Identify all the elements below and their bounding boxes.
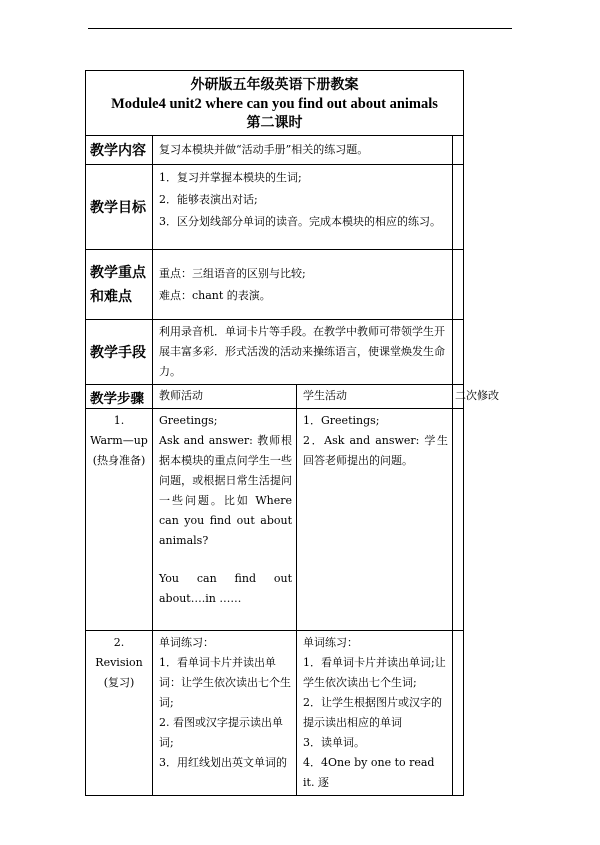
student-activity — [297, 409, 453, 631]
lesson-number: 第二课时 — [246, 115, 303, 131]
activity-line: 2．让学生根据图片或汉字的提示读出相应的单词 — [303, 696, 442, 729]
teacher-activity — [153, 409, 297, 631]
keypoint-item: 重点：三组语音的区别与比较; — [159, 266, 306, 280]
teacher-activity — [153, 631, 297, 796]
content-text: 复习本模块并做“活动手册”相关的练习题。 — [153, 136, 453, 165]
goal-item: 3．区分划线部分单词的读音。完成本模块的相应的练习。 — [159, 215, 441, 228]
title-row — [86, 71, 464, 136]
activity-line: 1．看单词卡片并读出单词：让学生依次读出七个生词; — [159, 656, 291, 709]
activity-line: 2. 看图或汉字提示读出单词; — [159, 716, 283, 749]
step-label — [86, 409, 153, 631]
content-label: 教学内容 — [86, 136, 153, 165]
keypoints-list — [153, 250, 453, 320]
step-name-cn: (复习) — [103, 676, 135, 689]
step-number: 2. — [113, 636, 125, 649]
goals-list — [153, 165, 453, 250]
keypoints-blank — [453, 250, 464, 320]
student-activity — [297, 631, 453, 796]
step-name: Warm—up — [90, 434, 148, 447]
step-number: 1. — [113, 414, 125, 427]
goals-label: 教学目标 — [86, 165, 153, 250]
methods-text: 利用录音机．单词卡片等手段。在教学中教师可带领学生开展丰富多彩．形式活泼的活动来操练语言，使课堂焕发生命力。 — [153, 320, 453, 385]
content-row — [86, 136, 464, 165]
goals-blank — [453, 165, 464, 250]
activity-line: 1．Greetings; — [303, 414, 380, 427]
activity-line: Greetings; — [159, 414, 218, 427]
keypoints-label-line1: 教学重点 — [90, 264, 146, 281]
activity-line: 2．Ask and answer: 学生回答老师提出的问题。 — [303, 434, 448, 467]
activity-line: 单词练习： — [159, 636, 214, 649]
step-name: Revision — [95, 656, 143, 669]
step-label — [86, 631, 153, 796]
activity-gap — [159, 551, 292, 569]
title-cn: 外研版五年级英语下册教案 — [190, 77, 359, 93]
goals-row — [86, 165, 464, 250]
lesson-plan-table — [85, 70, 499, 796]
steps-label: 教学步骤 — [86, 385, 153, 409]
activity-line: 4．4One by one to read it. 逐 — [303, 756, 435, 789]
methods-blank — [453, 320, 464, 385]
step-row — [86, 409, 464, 631]
student-activity-header: 学生活动 — [297, 385, 453, 409]
step-row — [86, 631, 464, 796]
keypoints-label-line2: 和难点 — [90, 288, 132, 305]
content-blank — [453, 136, 464, 165]
goal-item: 2．能够表演出对话; — [159, 193, 258, 206]
activity-line: 1．看单词卡片并读出单词;让学生依次读出七个生词; — [303, 656, 446, 689]
keypoints-label — [86, 250, 153, 320]
activity-line: You can find out about….in …… — [159, 572, 292, 605]
methods-row — [86, 320, 464, 385]
keypoint-item: 难点：chant 的表演。 — [159, 288, 271, 302]
teacher-activity-header: 教师活动 — [153, 385, 297, 409]
revise-blank — [453, 631, 464, 796]
activity-line: 3．读单词。 — [303, 736, 365, 749]
activity-line: 单词练习： — [303, 636, 358, 649]
keypoints-row — [86, 250, 464, 320]
header-rule — [88, 28, 512, 29]
title-cell — [86, 71, 464, 136]
methods-label: 教学手段 — [86, 320, 153, 385]
activity-line: Ask and answer: 教师根据本模块的重点问学生一些问题，或根据日常生活提问一些问题。比如 Where can you find out about animals? — [159, 434, 292, 547]
step-name-cn: (热身准备) — [92, 454, 146, 467]
title-en: Module4 unit2 where can you find out about animals — [111, 96, 438, 112]
steps-header-row — [86, 385, 464, 409]
revise-blank — [453, 409, 464, 631]
revise-header: 二次修改 — [453, 385, 464, 409]
activity-line: 3．用红线划出英文单词的 — [159, 756, 287, 769]
goal-item: 1．复习并掌握本模块的生词; — [159, 171, 302, 184]
